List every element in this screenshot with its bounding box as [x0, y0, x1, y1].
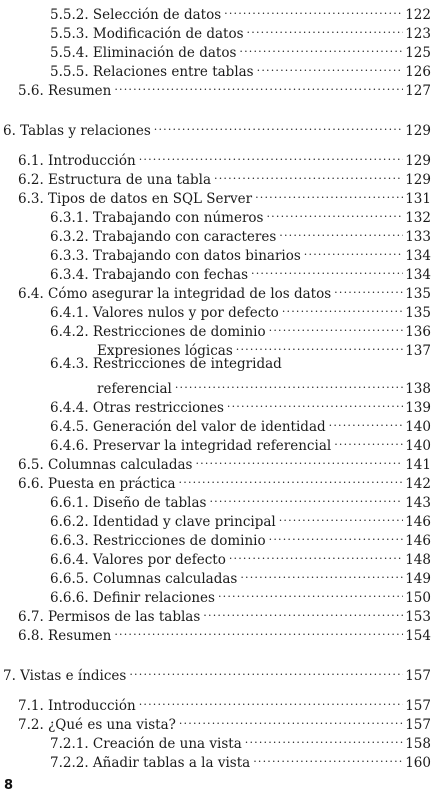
toc-dot-leader [247, 19, 404, 38]
toc-chapter [0, 661, 431, 684]
toc-entry-page: 129 [405, 153, 431, 169]
toc-entry-title: referencial [97, 381, 172, 397]
toc-entry [0, 545, 431, 568]
toc-dot-leader [195, 450, 403, 469]
toc-dot-leader [253, 748, 403, 767]
toc-dot-leader [129, 661, 403, 680]
toc-chapter [0, 116, 431, 139]
toc-entry-page: 137 [405, 343, 431, 359]
toc-entry [0, 393, 431, 416]
toc-entry [0, 507, 431, 530]
toc-entry-title: 6.6. Puesta en práctica [18, 476, 176, 492]
toc-entry-title: 6.2. Estructura de una tabla [18, 172, 212, 188]
toc-entry [0, 0, 431, 23]
toc-dot-leader [269, 526, 404, 545]
toc-entry-title: 6.3.1. Trabajando con números [50, 210, 264, 226]
toc-entry [0, 38, 431, 61]
toc-entry-title: 6.8. Resumen [18, 628, 112, 644]
toc-dot-leader [214, 165, 403, 184]
toc-entry-title: 6.3. Tipos de datos en SQL Server [18, 191, 253, 207]
toc-entry-page: 132 [405, 210, 431, 226]
toc-entry-page: 138 [405, 381, 431, 397]
toc-entry [0, 691, 431, 714]
toc-entry-title: 5.5.2. Selección de datos [50, 7, 222, 23]
toc-entry [0, 260, 431, 283]
toc-entry [0, 19, 431, 42]
toc-entry-page: 122 [405, 7, 431, 23]
page-number: 8 [4, 778, 14, 793]
toc-entry-title: 7.1. Introducción [18, 698, 136, 714]
toc-dot-leader [282, 298, 403, 317]
toc-dot-leader [257, 57, 404, 76]
toc-entry-title: 6.4.1. Valores nulos y por defecto [50, 305, 279, 321]
toc-dot-leader [236, 336, 403, 355]
toc-entry-page: 154 [405, 628, 431, 644]
toc-entry-page: 136 [405, 324, 431, 340]
toc-entry-title: 7.2.1. Creación de una vista [50, 736, 242, 752]
toc-entry-page: 157 [405, 698, 431, 714]
toc-dot-leader [114, 621, 403, 640]
toc-dot-leader [218, 583, 403, 602]
toc-entry [0, 412, 431, 435]
toc-entry [0, 748, 431, 771]
toc-entry-page: 134 [405, 267, 431, 283]
toc-entry [0, 57, 431, 80]
toc-dot-leader [329, 412, 404, 431]
toc-dot-leader [255, 184, 403, 203]
toc-entry [0, 222, 431, 245]
toc-entry [0, 203, 431, 226]
toc-entry-page: 150 [405, 590, 431, 606]
toc-entry [0, 526, 431, 549]
toc-entry-title: 6.3.2. Trabajando con caracteres [50, 229, 277, 245]
toc-entry-page: 143 [405, 495, 431, 511]
toc-entry [0, 241, 431, 264]
toc-entry-title: Expresiones lógicas [97, 343, 233, 359]
toc-entry-title: 6.5. Columnas calculadas [18, 457, 193, 473]
toc-entry-title: 5.5.3. Modificación de datos [50, 26, 244, 42]
toc-dot-leader [304, 241, 403, 260]
toc-entry [0, 710, 431, 733]
toc-entry [0, 564, 431, 587]
toc-entry-title: 5.6. Resumen [18, 83, 112, 99]
toc-dot-leader [179, 710, 403, 729]
toc-entry [0, 488, 431, 511]
toc-dot-leader [175, 374, 403, 393]
toc-entry-page: 146 [405, 533, 431, 549]
toc-entry-title: 6.6.3. Restricciones de dominio [50, 533, 266, 549]
toc-dot-leader [224, 0, 403, 19]
toc-entry-title: 6.1. Introducción [18, 153, 136, 169]
toc-entry-page: 134 [405, 248, 431, 264]
toc-entry-page: 129 [405, 123, 431, 139]
toc-entry [0, 165, 431, 188]
toc-entry-page: 160 [405, 755, 431, 771]
toc-dot-leader [203, 602, 403, 621]
toc-entry-title: 6.6.4. Valores por defecto [50, 552, 226, 568]
toc-entry-page: 127 [405, 83, 431, 99]
toc-entry-page: 140 [405, 419, 431, 435]
toc-entry [0, 602, 431, 625]
toc-entry-page: 126 [405, 64, 431, 80]
toc-entry [0, 298, 431, 321]
toc-entry-page: 129 [405, 172, 431, 188]
toc-entry [0, 76, 431, 99]
toc-entry-page: 141 [405, 457, 431, 473]
toc-entry-page: 146 [405, 514, 431, 530]
toc-entry-page: 123 [405, 26, 431, 42]
toc-entry-page: 157 [405, 668, 431, 684]
toc-entry-page: 158 [405, 736, 431, 752]
toc-entry-title: 6.7. Permisos de las tablas [18, 609, 201, 625]
toc-entry-title: 6.6.6. Definir relaciones [50, 590, 215, 606]
toc-dot-leader [251, 260, 403, 279]
toc-entry-continuation [0, 374, 431, 397]
toc-dot-leader [334, 279, 403, 298]
toc-dot-leader [154, 116, 403, 135]
toc-entry-title: 6.4.6. Preservar la integridad referencial [50, 438, 332, 454]
toc-entry-page: 140 [405, 438, 431, 454]
toc-entry-title: 6. Tablas y relaciones [3, 123, 151, 139]
toc-entry [0, 336, 431, 359]
toc-entry [0, 279, 431, 302]
toc-entry-page: 149 [405, 571, 431, 587]
toc-dot-leader [179, 469, 404, 488]
toc-entry-title: 6.6.1. Diseño de tablas [50, 495, 207, 511]
toc-entry-title: 7.2.2. Añadir tablas a la vista [50, 755, 251, 771]
toc-dot-leader [279, 507, 404, 526]
toc-entry-title: 6.3.3. Trabajando con datos binarios [50, 248, 301, 264]
toc-entry-page: 142 [405, 476, 431, 492]
toc-entry-page: 133 [405, 229, 431, 245]
toc-entry-page: 135 [405, 286, 431, 302]
toc-entry-title: 6.4. Cómo asegurar la integridad de los datos [18, 286, 332, 302]
toc-entry-title: 6.3.4. Trabajando con fechas [50, 267, 249, 283]
toc-entry [0, 450, 431, 473]
toc-dot-leader [245, 729, 403, 748]
toc-entry-title: 7. Vistas e índices [3, 668, 127, 684]
toc-dot-leader [139, 691, 404, 710]
toc-entry-title: 6.6.2. Identidad y clave principal [50, 514, 276, 530]
toc-dot-leader [239, 38, 403, 57]
toc-dot-leader [334, 431, 403, 450]
toc-dot-leader [227, 393, 403, 412]
toc-entry [0, 729, 431, 752]
toc-entry [0, 431, 431, 454]
toc-dot-leader [269, 317, 404, 336]
toc-entry [0, 184, 431, 207]
toc-entry [0, 317, 431, 340]
toc-dot-leader [139, 146, 404, 165]
toc-entry-page: 131 [405, 191, 431, 207]
toc-entry-title: 6.4.5. Generación del valor de identidad [50, 419, 326, 435]
toc-entry-title: 5.5.5. Relaciones entre tablas [50, 64, 254, 80]
toc-entry-title: 6.4.2. Restricciones de dominio [50, 324, 266, 340]
toc-entry [0, 469, 431, 492]
toc-entry [0, 621, 431, 644]
toc-entry-page: 125 [405, 45, 431, 61]
toc-dot-leader [114, 76, 403, 95]
toc-entry-page: 157 [405, 717, 431, 733]
toc-entry-page: 139 [405, 400, 431, 416]
toc-entry [0, 355, 431, 374]
toc-dot-leader [240, 564, 403, 583]
toc-dot-leader [266, 203, 403, 222]
toc-entry-title: 6.4.3. Restricciones de integridad [50, 356, 282, 372]
toc-entry-page: 135 [405, 305, 431, 321]
toc-entry [0, 146, 431, 169]
toc-dot-leader [209, 488, 403, 507]
toc-entry-title: 6.4.4. Otras restricciones [50, 400, 224, 416]
toc-entry-page: 148 [405, 552, 431, 568]
toc-entry-title: 5.5.4. Eliminación de datos [50, 45, 237, 61]
toc-dot-leader [279, 222, 403, 241]
toc-entry-title: 6.6.5. Columnas calculadas [50, 571, 238, 587]
toc-dot-leader [229, 545, 403, 564]
toc-entry-title: 7.2. ¿Qué es una vista? [18, 717, 176, 733]
toc-entry-page: 153 [405, 609, 431, 625]
toc-entry [0, 583, 431, 606]
